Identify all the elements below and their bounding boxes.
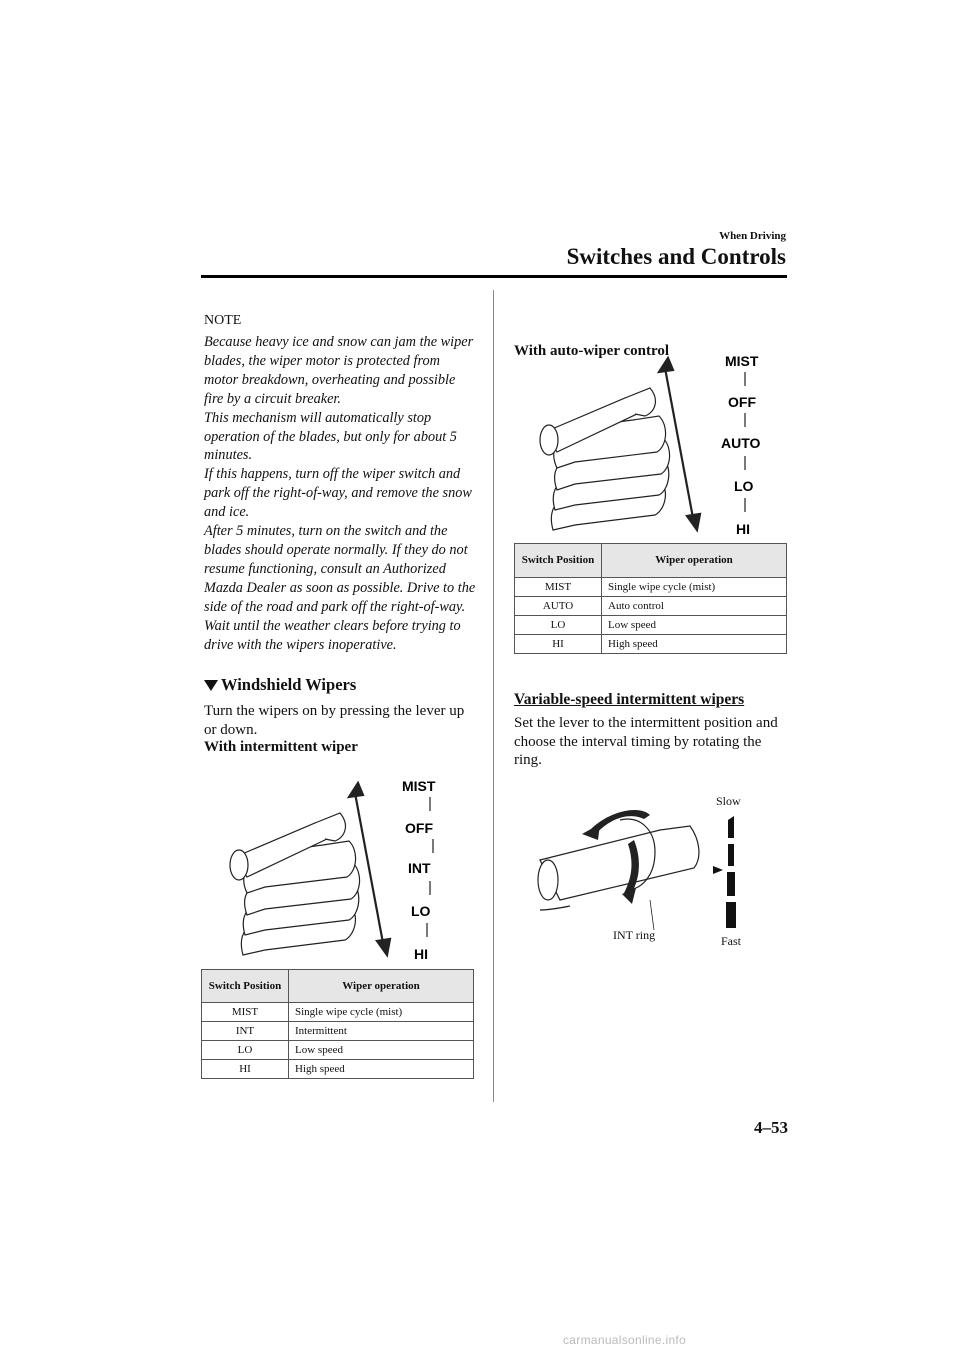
position-label: MIST (402, 778, 436, 794)
table-row: MIST Single wipe cycle (mist) (202, 1003, 474, 1022)
table-row: MIST Single wipe cycle (mist) (515, 578, 787, 597)
windshield-wipers-title: Windshield Wipers (221, 675, 357, 694)
int-ring-label: INT ring (613, 928, 656, 942)
table-row: AUTO Auto control (515, 597, 787, 616)
fast-label: Fast (721, 934, 742, 948)
position-label: OFF (405, 820, 433, 836)
table-row: LO Low speed (515, 616, 787, 635)
column-header: Switch Position (515, 544, 602, 578)
intermittent-lever-illustration (225, 775, 475, 965)
int-ring-illustration (530, 790, 770, 950)
note-paragraph: If this happens, turn off the wiper switch and park off the right-of-way, and remove the snow and ice. (204, 466, 472, 521)
column-header: Wiper operation (289, 970, 474, 1003)
column-header: Wiper operation (602, 544, 787, 578)
watermark: carmanualsonline.info (563, 1333, 687, 1347)
position-label: OFF (728, 394, 756, 410)
note-paragraph: This mechanism will automatically stop operation of the blades, but only for about 5 minutes. (204, 409, 457, 464)
note-paragraph: After 5 minutes, turn on the switch and the blades should operate normally. If they do not resume functioning, consult an Authorized Mazda Dealer as soon as possible. Drive to the side of the road and park off the right-of-way. Wait until the weather clears before trying to drive with the wipers inoperative. (204, 523, 476, 653)
position-label: AUTO (721, 435, 761, 451)
table-row: INT Intermittent (202, 1022, 474, 1041)
speed-scale (713, 816, 736, 928)
column-header: Switch Position (202, 970, 289, 1003)
intermittent-wiper-table (201, 969, 474, 1079)
section-header: When Driving (719, 230, 786, 242)
triangle-icon (204, 680, 218, 691)
header-rule (201, 275, 787, 278)
note-paragraph: Because heavy ice and snow can jam the wiper blades, the wiper motor is protected from motor breakdown, overheating and possible fire by a circuit breaker. (204, 334, 474, 407)
position-label: INT (408, 860, 431, 876)
position-label: MIST (725, 353, 759, 369)
position-labels (402, 778, 436, 962)
variable-speed-heading: Variable-speed intermittent wipers (514, 691, 745, 708)
note-title: NOTE (204, 313, 242, 328)
table-header-row (202, 970, 474, 1003)
intermittent-heading: With intermittent wiper (204, 739, 358, 755)
windshield-intro: Turn the wipers on by pressing the lever up or down. (204, 703, 465, 738)
table-header-row (515, 544, 787, 578)
windshield-wipers-heading (204, 675, 356, 695)
position-labels (721, 353, 761, 537)
column-divider (493, 290, 494, 1102)
table-row: HI High speed (515, 635, 787, 654)
table-row: HI High speed (202, 1060, 474, 1079)
table-row: LO Low speed (202, 1041, 474, 1060)
position-label: HI (414, 946, 428, 962)
page-number: 4–53 (754, 1118, 788, 1137)
position-label: LO (734, 478, 754, 494)
slow-label: Slow (716, 794, 741, 808)
position-label: LO (411, 903, 431, 919)
position-label: HI (736, 521, 750, 537)
auto-wiper-lever-illustration (535, 350, 785, 540)
note-body (204, 333, 476, 654)
chapter-title: Switches and Controls (566, 244, 786, 269)
variable-speed-text: Set the lever to the intermittent position and choose the interval timing by rotating the ring. (514, 715, 778, 768)
auto-wiper-heading: With auto-wiper control (514, 343, 670, 359)
auto-wiper-table (514, 543, 787, 654)
